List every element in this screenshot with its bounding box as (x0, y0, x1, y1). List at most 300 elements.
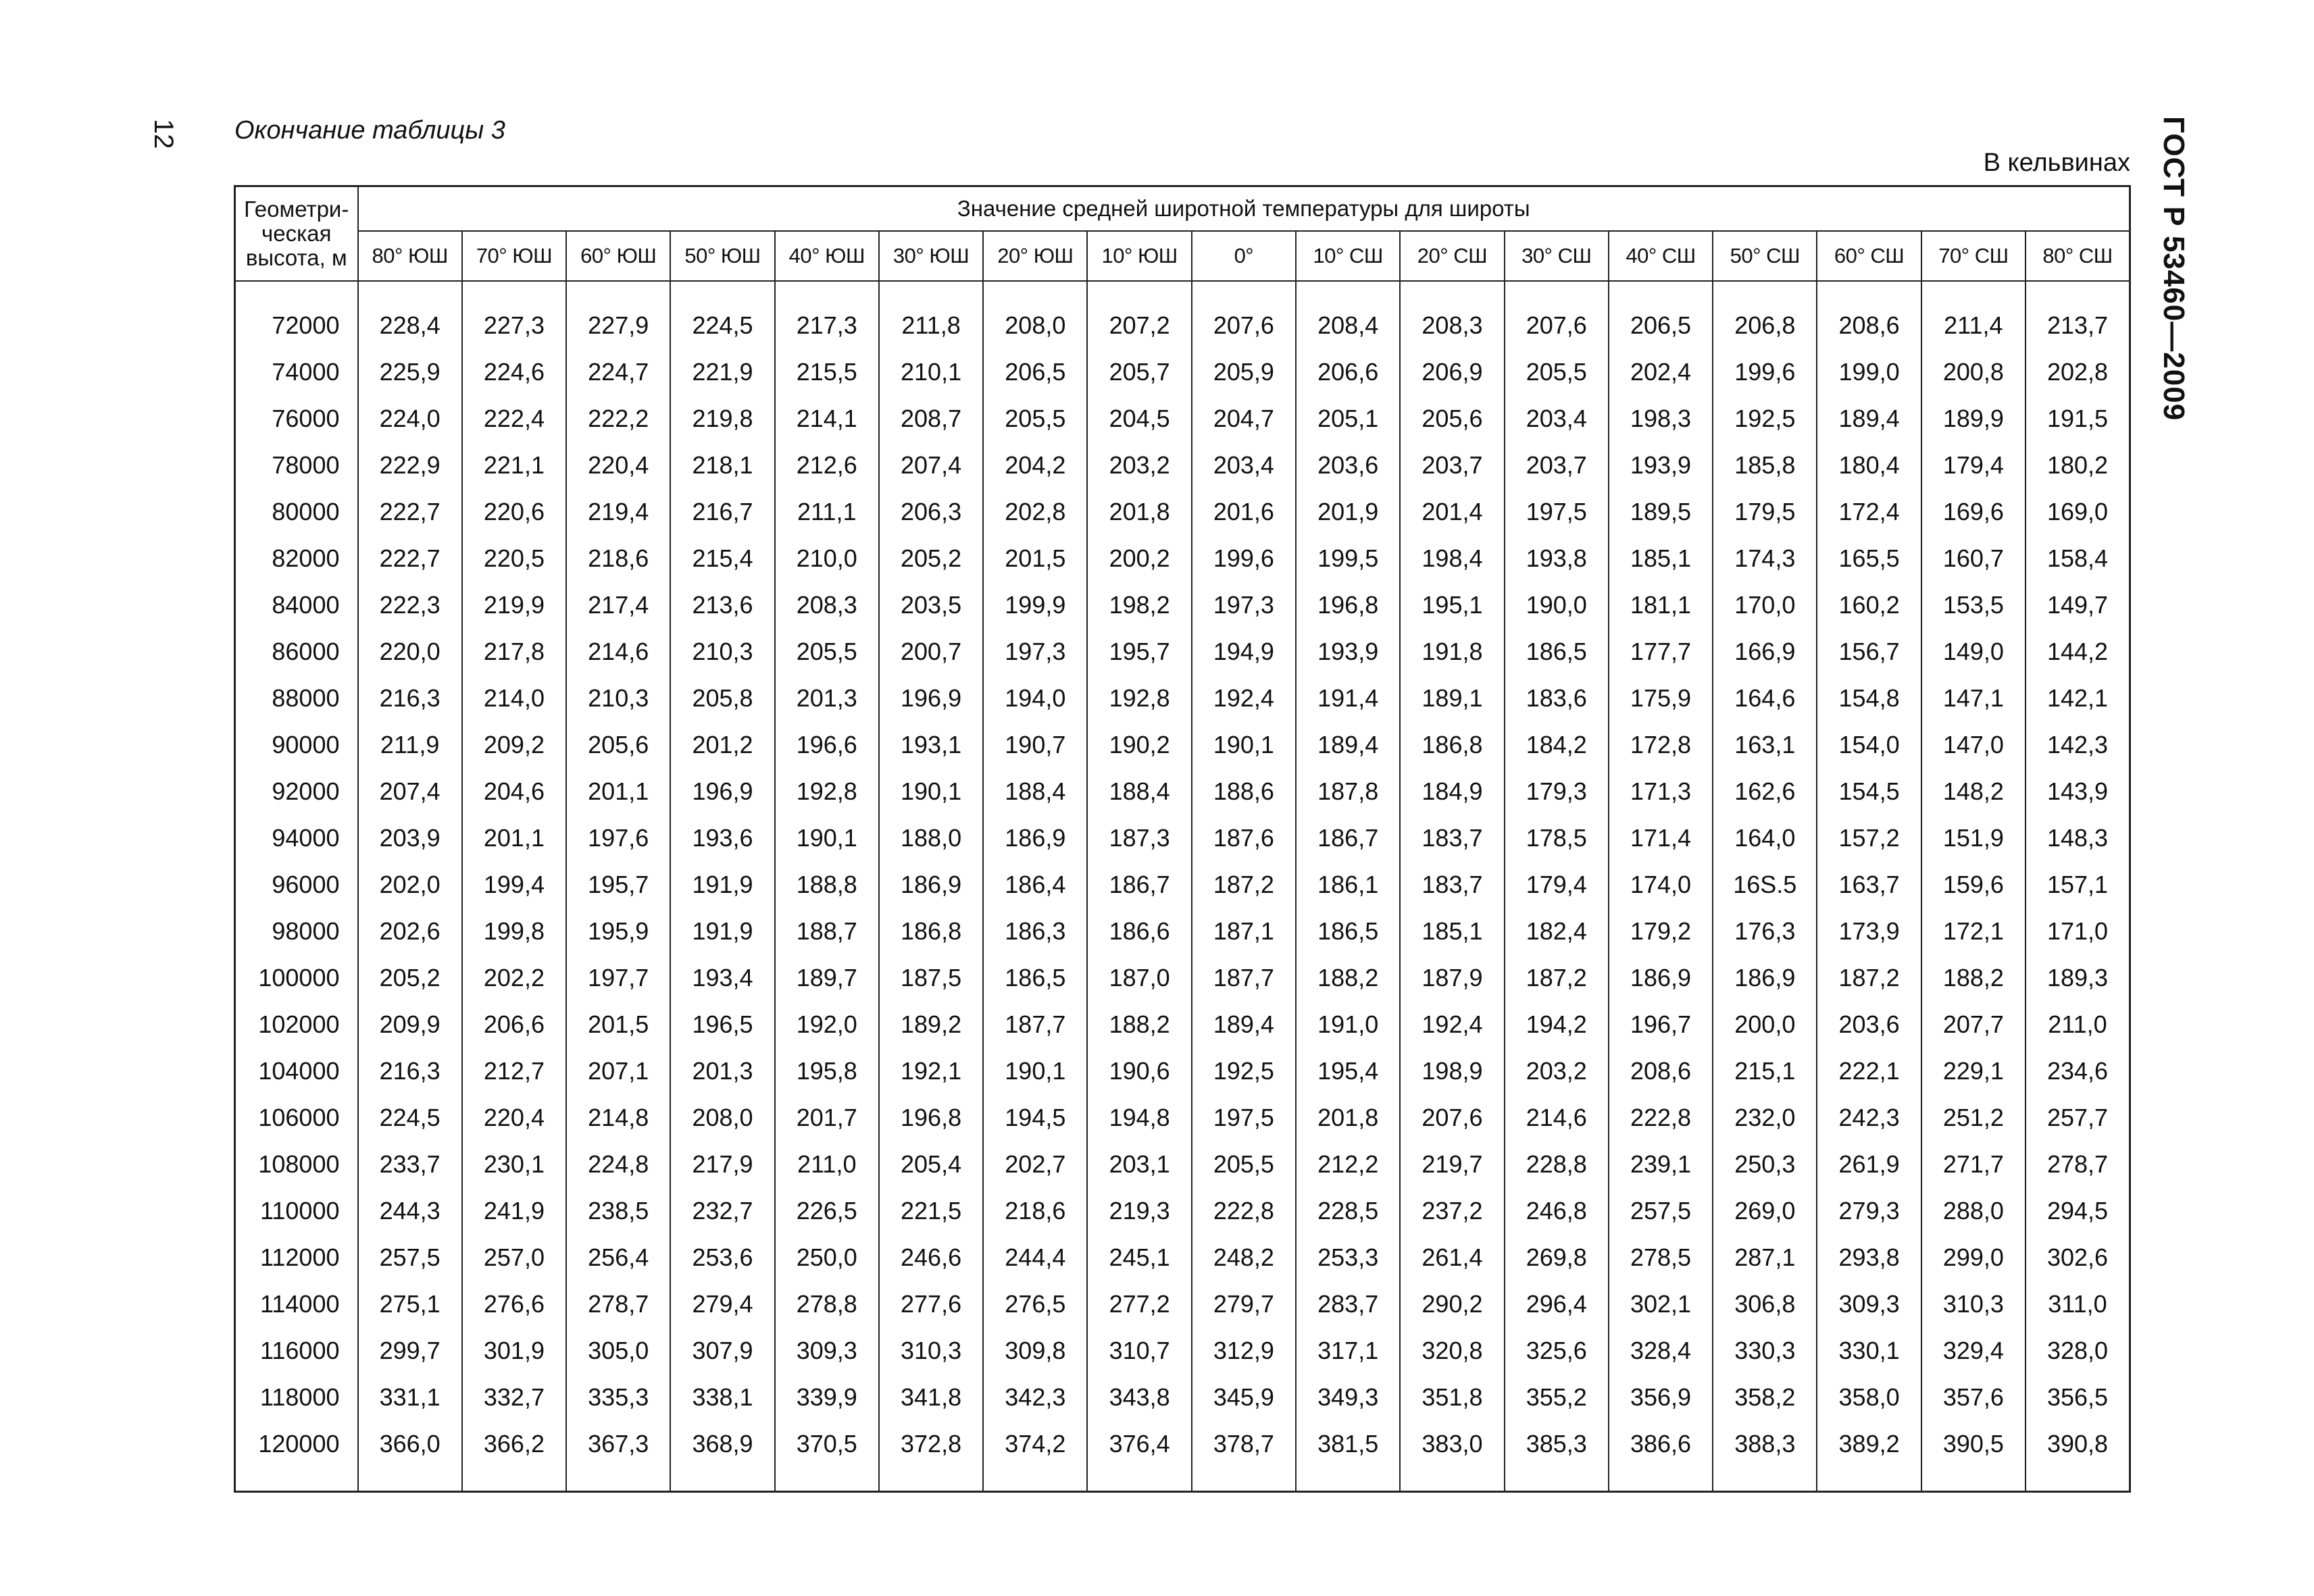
height-cell: 98000 (235, 908, 358, 954)
temperature-cell: 190,1 (1192, 721, 1296, 768)
temperature-cell: 193,8 (1505, 535, 1609, 582)
temperature-cell: 328,0 (2026, 1328, 2130, 1374)
temperature-cell: 179,4 (1921, 442, 2026, 488)
temperature-cell: 208,0 (983, 302, 1087, 349)
temperature-cell: 194,5 (983, 1095, 1087, 1141)
temperature-cell: 201,8 (1087, 488, 1191, 535)
temperature-cell: 197,7 (566, 954, 670, 1001)
temperature-cell: 342,3 (983, 1374, 1087, 1421)
temperature-cell: 187,2 (1817, 954, 1921, 1001)
temperature-cell: 177,7 (1609, 628, 1713, 675)
temperature-cell: 170,0 (1713, 582, 1817, 628)
temperature-cell: 158,4 (2026, 535, 2130, 582)
temperature-cell: 242,3 (1817, 1095, 1921, 1141)
temperature-cell: 208,0 (670, 1095, 774, 1141)
temperature-cell: 188,4 (1087, 768, 1191, 815)
temperature-cell: 189,9 (1921, 395, 2026, 442)
temperature-cell: 355,2 (1505, 1374, 1609, 1421)
temperature-cell: 220,4 (566, 442, 670, 488)
temperature-cell: 156,7 (1817, 628, 1921, 675)
temperature-cell: 232,0 (1713, 1095, 1817, 1141)
empty-cell (1713, 281, 1817, 302)
temperature-cell: 219,7 (1400, 1141, 1504, 1188)
temperature-cell: 381,5 (1296, 1421, 1400, 1468)
temperature-cell: 189,4 (1296, 721, 1400, 768)
temperature-cell: 217,9 (670, 1141, 774, 1188)
temperature-cell: 309,8 (983, 1328, 1087, 1374)
temperature-cell: 320,8 (1400, 1328, 1504, 1374)
temperature-table (234, 185, 2131, 1493)
temperature-cell: 201,2 (670, 721, 774, 768)
temperature-cell: 210,1 (879, 349, 983, 395)
temperature-cell: 192,8 (1087, 675, 1191, 721)
temperature-cell: 172,8 (1609, 721, 1713, 768)
temperature-cell: 220,0 (358, 628, 462, 675)
temperature-cell: 201,1 (566, 768, 670, 815)
temperature-cell: 186,9 (1713, 954, 1817, 1001)
temperature-cell: 349,3 (1296, 1374, 1400, 1421)
temperature-cell: 218,6 (566, 535, 670, 582)
temperature-cell: 239,1 (1609, 1141, 1713, 1188)
temperature-cell: 232,7 (670, 1188, 774, 1235)
temperature-cell: 224,0 (358, 395, 462, 442)
temperature-cell: 181,1 (1609, 582, 1713, 628)
temperature-cell: 294,5 (2026, 1188, 2130, 1235)
temperature-cell: 186,3 (983, 908, 1087, 954)
temperature-cell: 207,2 (1087, 302, 1191, 349)
empty-cell (1192, 281, 1296, 302)
latitude-header: 30° СШ (1505, 231, 1609, 281)
temperature-cell: 195,7 (566, 861, 670, 908)
temperature-cell: 222,7 (358, 488, 462, 535)
temperature-cell: 149,0 (1921, 628, 2026, 675)
temperature-cell: 194,8 (1087, 1095, 1191, 1141)
temperature-cell: 332,7 (462, 1374, 566, 1421)
temperature-cell: 199,9 (983, 582, 1087, 628)
temperature-cell: 175,9 (1609, 675, 1713, 721)
empty-cell (358, 281, 462, 302)
temperature-cell: 244,3 (358, 1188, 462, 1235)
temperature-cell: 187,6 (1192, 815, 1296, 861)
temperature-cell: 386,6 (1609, 1421, 1713, 1468)
temperature-cell: 200,7 (879, 628, 983, 675)
temperature-cell: 192,4 (1192, 675, 1296, 721)
empty-cell (775, 281, 879, 302)
empty-cell (462, 1468, 566, 1492)
temperature-cell: 301,9 (462, 1328, 566, 1374)
temperature-cell: 196,8 (879, 1095, 983, 1141)
temperature-cell: 356,5 (2026, 1374, 2130, 1421)
latitude-header: 20° ЮШ (983, 231, 1087, 281)
temperature-cell: 178,5 (1505, 815, 1609, 861)
temperature-cell: 196,6 (775, 721, 879, 768)
temperature-cell: 278,8 (775, 1281, 879, 1328)
empty-cell (670, 281, 774, 302)
temperature-cell: 188,2 (1087, 1001, 1191, 1048)
height-cell: 88000 (235, 675, 358, 721)
temperature-cell: 275,1 (358, 1281, 462, 1328)
height-cell: 114000 (235, 1281, 358, 1328)
latitude-header: 80° СШ (2026, 231, 2130, 281)
temperature-cell: 198,4 (1400, 535, 1504, 582)
height-cell: 112000 (235, 1235, 358, 1281)
table-row (235, 1188, 2130, 1235)
temperature-cell: 160,2 (1817, 582, 1921, 628)
temperature-cell: 288,0 (1921, 1188, 2026, 1235)
table-row (235, 1374, 2130, 1421)
temperature-cell: 194,2 (1505, 1001, 1609, 1048)
temperature-cell: 202,8 (2026, 349, 2130, 395)
temperature-cell: 196,8 (1296, 582, 1400, 628)
temperature-cell: 206,5 (983, 349, 1087, 395)
temperature-cell: 378,7 (1192, 1421, 1296, 1468)
temperature-cell: 345,9 (1192, 1374, 1296, 1421)
height-cell: 86000 (235, 628, 358, 675)
table-row (235, 582, 2130, 628)
latitude-header: 40° ЮШ (775, 231, 879, 281)
units-note: В кельвинах (1983, 149, 2130, 177)
temperature-cell: 211,0 (2026, 1001, 2130, 1048)
temperature-cell: 215,5 (775, 349, 879, 395)
temperature-cell: 195,8 (775, 1048, 879, 1095)
temperature-cell: 187,7 (983, 1001, 1087, 1048)
temperature-cell: 208,6 (1609, 1048, 1713, 1095)
temperature-cell: 226,5 (775, 1188, 879, 1235)
temperature-cell: 187,2 (1192, 861, 1296, 908)
temperature-cell: 191,9 (670, 861, 774, 908)
temperature-cell: 217,3 (775, 302, 879, 349)
temperature-cell: 185,1 (1609, 535, 1713, 582)
temperature-cell: 250,3 (1713, 1141, 1817, 1188)
temperature-cell: 383,0 (1400, 1421, 1504, 1468)
temperature-cell: 202,7 (983, 1141, 1087, 1188)
temperature-cell: 293,8 (1817, 1235, 1921, 1281)
empty-cell (983, 1468, 1087, 1492)
temperature-cell: 213,7 (2026, 302, 2130, 349)
temperature-cell: 195,4 (1296, 1048, 1400, 1095)
temperature-cell: 309,3 (775, 1328, 879, 1374)
temperature-cell: 171,4 (1609, 815, 1713, 861)
table-row (235, 1421, 2130, 1468)
table-row (235, 488, 2130, 535)
height-column-header (235, 186, 358, 282)
temperature-cell: 201,4 (1400, 488, 1504, 535)
temperature-cell: 224,5 (670, 302, 774, 349)
height-cell: 74000 (235, 349, 358, 395)
empty-cell (1817, 1468, 1921, 1492)
temperature-cell: 187,7 (1192, 954, 1296, 1001)
temperature-cell: 204,7 (1192, 395, 1296, 442)
height-header-line-1: Геометри- (244, 197, 349, 222)
temperature-cell: 202,6 (358, 908, 462, 954)
empty-cell (1400, 1468, 1504, 1492)
temperature-cell: 214,0 (462, 675, 566, 721)
temperature-cell: 224,6 (462, 349, 566, 395)
temperature-cell: 202,4 (1609, 349, 1713, 395)
temperature-cell: 200,8 (1921, 349, 2026, 395)
page-number: 12 (149, 119, 178, 149)
temperature-cell: 367,3 (566, 1421, 670, 1468)
height-cell: 118000 (235, 1374, 358, 1421)
temperature-cell: 188,6 (1192, 768, 1296, 815)
temperature-cell: 261,4 (1400, 1235, 1504, 1281)
temperature-cell: 206,3 (879, 488, 983, 535)
temperature-cell: 224,7 (566, 349, 670, 395)
temperature-cell: 238,5 (566, 1188, 670, 1235)
temperature-cell: 276,5 (983, 1281, 1087, 1328)
empty-cell (566, 1468, 670, 1492)
temperature-cell: 191,5 (2026, 395, 2130, 442)
latitude-header-row (235, 231, 2130, 281)
temperature-cell: 154,0 (1817, 721, 1921, 768)
temperature-cell: 214,6 (1505, 1095, 1609, 1141)
temperature-cell: 189,3 (2026, 954, 2130, 1001)
temperature-cell: 179,2 (1609, 908, 1713, 954)
temperature-cell: 189,5 (1609, 488, 1713, 535)
temperature-cell: 207,4 (879, 442, 983, 488)
temperature-cell: 187,5 (879, 954, 983, 1001)
temperature-cell: 257,5 (1609, 1188, 1713, 1235)
temperature-cell: 210,3 (670, 628, 774, 675)
temperature-cell: 207,6 (1505, 302, 1609, 349)
temperature-cell: 183,6 (1505, 675, 1609, 721)
table-row (235, 815, 2130, 861)
temperature-cell: 205,4 (879, 1141, 983, 1188)
temperature-cell: 210,3 (566, 675, 670, 721)
temperature-cell: 276,6 (462, 1281, 566, 1328)
latitude-group-header: Значение средней широтной температуры для широты (358, 186, 2130, 232)
temperature-cell: 205,6 (1400, 395, 1504, 442)
temperature-cell: 186,5 (983, 954, 1087, 1001)
temperature-cell: 253,6 (670, 1235, 774, 1281)
temperature-cell: 338,1 (670, 1374, 774, 1421)
temperature-cell: 205,5 (1505, 349, 1609, 395)
temperature-cell: 160,7 (1921, 535, 2026, 582)
empty-cell (879, 281, 983, 302)
temperature-cell: 204,5 (1087, 395, 1191, 442)
temperature-cell: 277,2 (1087, 1281, 1191, 1328)
empty-cell (1505, 281, 1609, 302)
temperature-cell: 220,5 (462, 535, 566, 582)
temperature-cell: 390,8 (2026, 1421, 2130, 1468)
temperature-cell: 227,3 (462, 302, 566, 349)
temperature-cell: 310,7 (1087, 1328, 1191, 1374)
temperature-cell: 203,4 (1192, 442, 1296, 488)
temperature-cell: 204,2 (983, 442, 1087, 488)
temperature-cell: 197,5 (1505, 488, 1609, 535)
temperature-cell: 201,1 (462, 815, 566, 861)
table-row (235, 721, 2130, 768)
latitude-header: 30° ЮШ (879, 231, 983, 281)
temperature-cell: 197,6 (566, 815, 670, 861)
temperature-cell: 203,2 (1505, 1048, 1609, 1095)
standard-code: ГОСТ Р 53460—2009 (2157, 116, 2190, 421)
temperature-cell: 197,3 (1192, 582, 1296, 628)
temperature-cell: 171,0 (2026, 908, 2130, 954)
table-row (235, 1235, 2130, 1281)
temperature-cell: 219,9 (462, 582, 566, 628)
temperature-cell: 143,9 (2026, 768, 2130, 815)
height-cell: 120000 (235, 1421, 358, 1468)
temperature-cell: 207,1 (566, 1048, 670, 1095)
temperature-cell: 253,3 (1296, 1235, 1400, 1281)
temperature-cell: 211,8 (879, 302, 983, 349)
temperature-cell: 186,7 (1087, 861, 1191, 908)
temperature-cell: 357,6 (1921, 1374, 2026, 1421)
temperature-cell: 221,1 (462, 442, 566, 488)
temperature-cell: 218,6 (983, 1188, 1087, 1235)
latitude-header: 10° ЮШ (1087, 231, 1191, 281)
height-cell: 94000 (235, 815, 358, 861)
temperature-cell: 144,2 (2026, 628, 2130, 675)
temperature-cell: 194,9 (1192, 628, 1296, 675)
temperature-cell: 241,9 (462, 1188, 566, 1235)
empty-cell (1505, 1468, 1609, 1492)
temperature-cell: 203,9 (358, 815, 462, 861)
temperature-cell: 237,2 (1400, 1188, 1504, 1235)
temperature-cell: 208,6 (1817, 302, 1921, 349)
temperature-cell: 220,6 (462, 488, 566, 535)
height-cell: 80000 (235, 488, 358, 535)
temperature-cell: 188,7 (775, 908, 879, 954)
empty-cell (235, 1468, 358, 1492)
temperature-cell: 213,6 (670, 582, 774, 628)
temperature-cell: 192,8 (775, 768, 879, 815)
temperature-cell: 330,3 (1713, 1328, 1817, 1374)
height-cell: 116000 (235, 1328, 358, 1374)
temperature-cell: 187,9 (1400, 954, 1504, 1001)
temperature-cell: 279,7 (1192, 1281, 1296, 1328)
temperature-cell: 366,2 (462, 1421, 566, 1468)
empty-cell (879, 1468, 983, 1492)
temperature-cell: 368,9 (670, 1421, 774, 1468)
temperature-cell: 216,3 (358, 675, 462, 721)
temperature-cell: 208,3 (775, 582, 879, 628)
temperature-cell: 196,9 (879, 675, 983, 721)
temperature-cell: 199,6 (1192, 535, 1296, 582)
temperature-cell: 335,3 (566, 1374, 670, 1421)
temperature-cell: 269,0 (1713, 1188, 1817, 1235)
temperature-cell: 221,5 (879, 1188, 983, 1235)
temperature-cell: 219,8 (670, 395, 774, 442)
temperature-cell: 195,9 (566, 908, 670, 954)
temperature-cell: 307,9 (670, 1328, 774, 1374)
latitude-header: 20° СШ (1400, 231, 1504, 281)
temperature-cell: 192,0 (775, 1001, 879, 1048)
latitude-header: 60° СШ (1817, 231, 1921, 281)
temperature-cell: 148,3 (2026, 815, 2130, 861)
temperature-cell: 248,2 (1192, 1235, 1296, 1281)
temperature-cell: 199,8 (462, 908, 566, 954)
tail-row (235, 1468, 2130, 1492)
latitude-header: 40° СШ (1609, 231, 1713, 281)
temperature-cell: 212,7 (462, 1048, 566, 1095)
temperature-cell: 189,2 (879, 1001, 983, 1048)
temperature-cell: 199,0 (1817, 349, 1921, 395)
temperature-cell: 172,1 (1921, 908, 2026, 954)
temperature-cell: 192,1 (879, 1048, 983, 1095)
temperature-cell: 196,7 (1609, 1001, 1713, 1048)
temperature-cell: 208,4 (1296, 302, 1400, 349)
temperature-cell: 171,3 (1609, 768, 1713, 815)
temperature-cell: 216,7 (670, 488, 774, 535)
temperature-cell: 376,4 (1087, 1421, 1191, 1468)
temperature-cell: 186,5 (1296, 908, 1400, 954)
temperature-cell: 193,1 (879, 721, 983, 768)
temperature-cell: 351,8 (1400, 1374, 1504, 1421)
temperature-cell: 172,4 (1817, 488, 1921, 535)
temperature-cell: 189,4 (1817, 395, 1921, 442)
temperature-cell: 142,1 (2026, 675, 2130, 721)
temperature-cell: 183,7 (1400, 815, 1504, 861)
temperature-cell: 299,7 (358, 1328, 462, 1374)
temperature-cell: 221,9 (670, 349, 774, 395)
temperature-cell: 222,9 (358, 442, 462, 488)
temperature-cell: 190,1 (879, 768, 983, 815)
temperature-cell: 186,7 (1296, 815, 1400, 861)
temperature-cell: 222,8 (1609, 1095, 1713, 1141)
temperature-cell: 206,8 (1713, 302, 1817, 349)
temperature-cell: 211,1 (775, 488, 879, 535)
temperature-cell: 187,3 (1087, 815, 1191, 861)
temperature-cell: 222,8 (1192, 1188, 1296, 1235)
temperature-cell: 200,0 (1713, 1001, 1817, 1048)
temperature-cell: 209,9 (358, 1001, 462, 1048)
table-row (235, 1141, 2130, 1188)
empty-cell (1296, 281, 1400, 302)
temperature-cell: 193,9 (1609, 442, 1713, 488)
temperature-cell: 201,3 (775, 675, 879, 721)
temperature-cell: 390,5 (1921, 1421, 2026, 1468)
temperature-cell: 174,0 (1609, 861, 1713, 908)
temperature-cell: 317,1 (1296, 1328, 1400, 1374)
temperature-cell: 203,6 (1817, 1001, 1921, 1048)
temperature-cell: 193,9 (1296, 628, 1400, 675)
temperature-cell: 189,1 (1400, 675, 1504, 721)
temperature-cell: 271,7 (1921, 1141, 2026, 1188)
spacer-row (235, 281, 2130, 302)
temperature-cell: 162,6 (1713, 768, 1817, 815)
temperature-cell: 366,0 (358, 1421, 462, 1468)
empty-cell (1192, 1468, 1296, 1492)
temperature-cell: 227,9 (566, 302, 670, 349)
table-caption: Окончание таблицы 3 (234, 116, 505, 145)
temperature-cell: 198,9 (1400, 1048, 1504, 1095)
table-row (235, 1095, 2130, 1141)
temperature-cell: 165,5 (1817, 535, 1921, 582)
temperature-cell: 153,5 (1921, 582, 2026, 628)
empty-cell (1609, 1468, 1713, 1492)
temperature-cell: 299,0 (1921, 1235, 2026, 1281)
temperature-cell: 310,3 (879, 1328, 983, 1374)
temperature-cell: 207,6 (1192, 302, 1296, 349)
empty-cell (670, 1468, 774, 1492)
table-row (235, 628, 2130, 675)
temperature-cell: 201,8 (1296, 1095, 1400, 1141)
temperature-cell: 187,0 (1087, 954, 1191, 1001)
temperature-cell: 195,1 (1400, 582, 1504, 628)
temperature-cell: 188,4 (983, 768, 1087, 815)
temperature-cell: 214,1 (775, 395, 879, 442)
temperature-cell: 229,1 (1921, 1048, 2026, 1095)
temperature-cell: 149,7 (2026, 582, 2130, 628)
empty-cell (462, 281, 566, 302)
temperature-cell: 193,6 (670, 815, 774, 861)
temperature-cell: 157,1 (2026, 861, 2130, 908)
temperature-cell: 198,3 (1609, 395, 1713, 442)
temperature-cell: 187,8 (1296, 768, 1400, 815)
temperature-cell: 188,2 (1921, 954, 2026, 1001)
